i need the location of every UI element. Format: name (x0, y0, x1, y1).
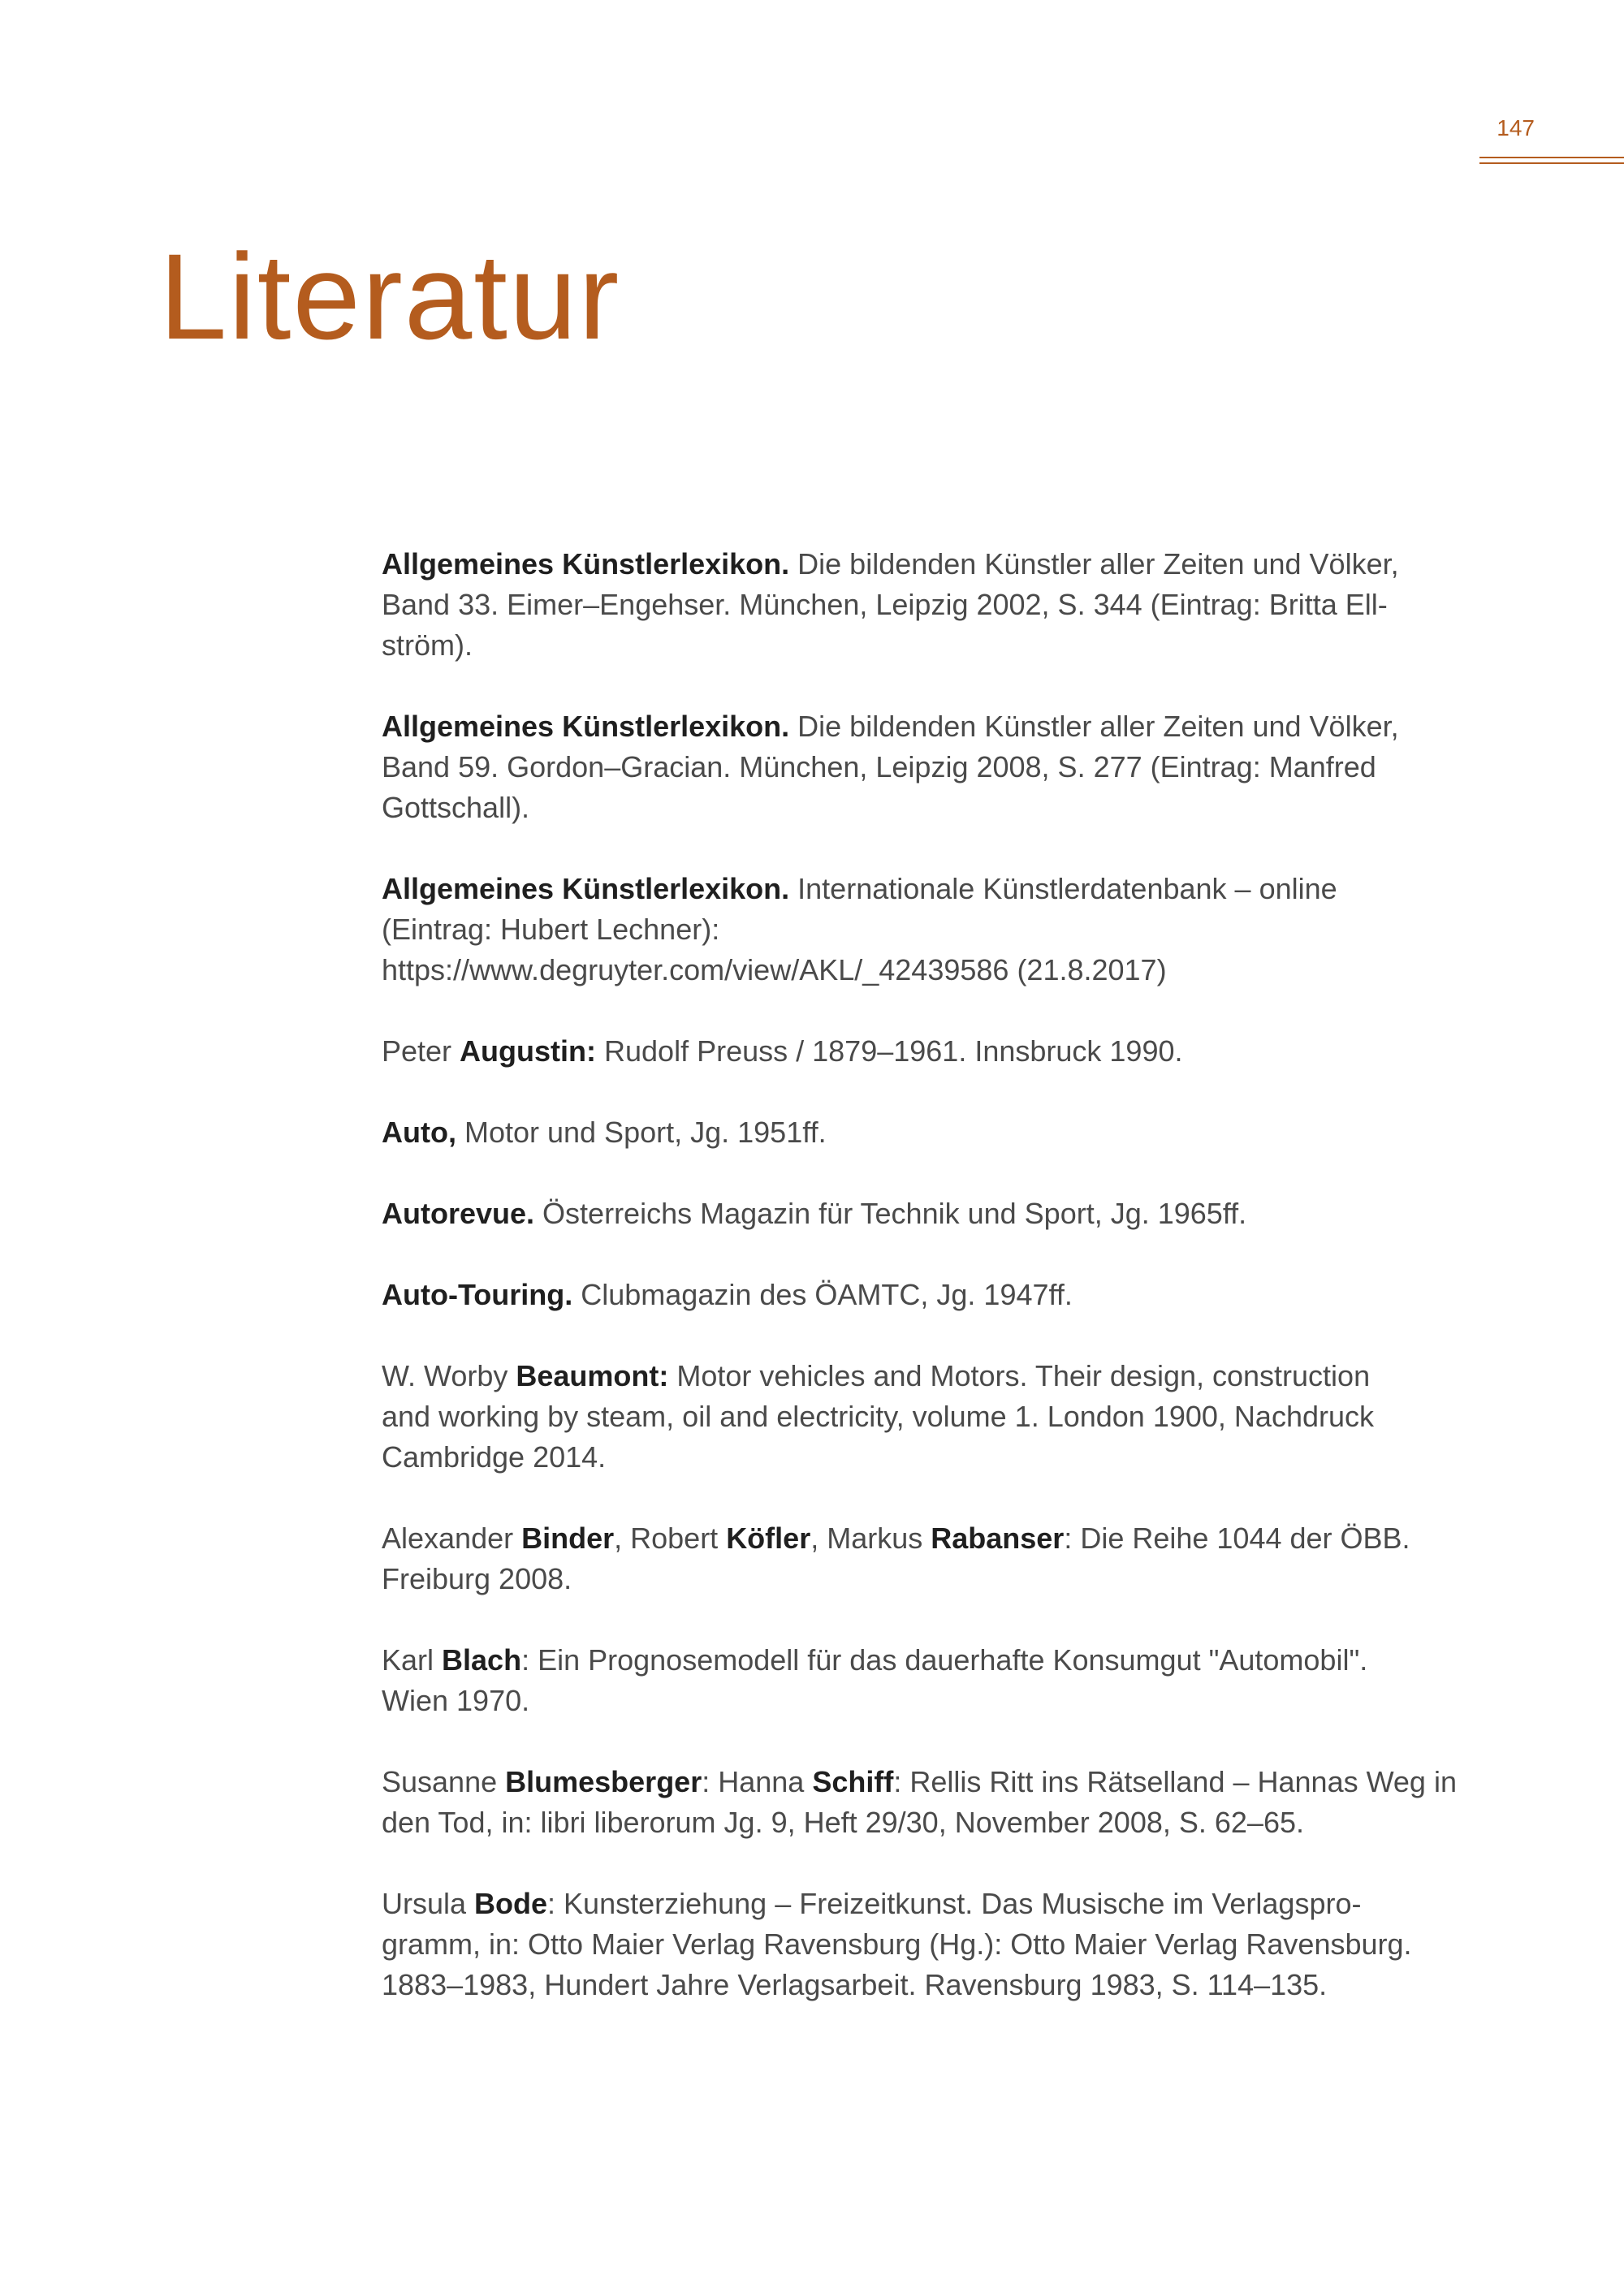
author-firstname: Susanne (382, 1765, 506, 1798)
entry-text: Band 33. Eimer–Engehser. München, Leipzig 2002, S. 344 (Eintrag: Britta Ell- (382, 588, 1388, 621)
bibliography-entry (382, 1640, 1462, 1721)
entry-text: Die bildenden Künstler aller Zeiten und Völker, (789, 710, 1399, 743)
page-number: 147 (1497, 115, 1535, 140)
bibliography-entry (382, 1518, 1462, 1599)
entry-title: Allgemeines Künstlerlexikon. (382, 710, 790, 743)
author-surname: Augustin: (460, 1034, 597, 1068)
entry-text: Österreichs Magazin für Technik und Sport, Jg. 1965ff. (534, 1197, 1247, 1230)
entry-text: Cambridge 2014. (382, 1440, 607, 1474)
entry-text: Die bildenden Künstler aller Zeiten und Völker, (789, 547, 1399, 581)
entry-text: Gottschall). (382, 791, 530, 824)
bibliography-entry (382, 1193, 1462, 1234)
header-rule-top (1479, 157, 1624, 158)
bibliography-entry (382, 869, 1462, 991)
entry-text: Freiburg 2008. (382, 1562, 572, 1595)
author-surname: Blach (442, 1643, 522, 1677)
header-rule-bottom (1479, 162, 1624, 164)
entry-text: Clubmagazin des ÖAMTC, Jg. 1947ff. (572, 1278, 1073, 1311)
entry-text: : Kunsterziehung – Freizeitkunst. Das Musische im Verlagspro- (547, 1887, 1362, 1920)
entry-title: Auto-Touring. (382, 1278, 573, 1311)
entry-text: , Markus (810, 1522, 931, 1555)
author-firstname: W. Worby (382, 1359, 516, 1392)
entry-text: Wien 1970. (382, 1684, 530, 1717)
author-surname: Beaumont: (516, 1359, 669, 1392)
entry-title: Autorevue. (382, 1197, 535, 1230)
bibliography-entry (382, 706, 1462, 828)
entry-text: Internationale Künstlerdatenbank – online (789, 872, 1337, 905)
entry-text: ström). (382, 628, 473, 662)
entry-text: : Rellis Ritt ins Rätselland – Hannas Weg in (893, 1765, 1457, 1798)
entry-text: den Tod, in: libri liberorum Jg. 9, Heft 29/30, November 2008, S. 62–65. (382, 1806, 1304, 1839)
author-surname: Bode (474, 1887, 548, 1920)
entry-text: 1883–1983, Hundert Jahre Verlagsarbeit. Ravensburg 1983, S. 114–135. (382, 1968, 1328, 2001)
entry-text: , Robert (614, 1522, 727, 1555)
bibliography-entry (382, 1275, 1462, 1315)
author-surname: Schiff (812, 1765, 894, 1798)
bibliography-list (382, 544, 1462, 2046)
entry-title: Auto, (382, 1116, 456, 1149)
entry-text: Band 59. Gordon–Gracian. München, Leipzig 2008, S. 277 (Eintrag: Manfred (382, 750, 1376, 783)
entry-text: : Die Reihe 1044 der ÖBB. (1064, 1522, 1410, 1555)
bibliography-entry (382, 1031, 1462, 1072)
author-surname: Blumesberger (505, 1765, 702, 1798)
author-firstname: Alexander (382, 1522, 522, 1555)
entry-text: (Eintrag: Hubert Lechner): (382, 913, 720, 946)
entry-text: : Ein Prognosemodell für das dauerhafte Konsumgut "Automobil". (521, 1643, 1368, 1677)
bibliography-entry (382, 544, 1462, 666)
entry-text: : Hanna (702, 1765, 813, 1798)
author-surname: Binder (521, 1522, 615, 1555)
entry-text: Motor und Sport, Jg. 1951ff. (456, 1116, 827, 1149)
entry-text: and working by steam, oil and electricity, volume 1. London 1900, Nachdruck (382, 1400, 1374, 1433)
author-firstname: Karl (382, 1643, 443, 1677)
author-firstname: Ursula (382, 1887, 475, 1920)
author-firstname: Peter (382, 1034, 460, 1068)
author-surname: Köfler (726, 1522, 811, 1555)
entry-url: https://www.degruyter.com/view/AKL/_42439586 (21.8.2017) (382, 953, 1167, 986)
page-title: Literatur (159, 228, 621, 365)
entry-text: Rudolf Preuss / 1879–1961. Innsbruck 1990. (596, 1034, 1183, 1068)
entry-text: gramm, in: Otto Maier Verlag Ravensburg (Hg.): Otto Maier Verlag Ravensburg. (382, 1927, 1412, 1961)
author-surname: Rabanser (931, 1522, 1065, 1555)
bibliography-entry (382, 1884, 1462, 2005)
bibliography-entry (382, 1762, 1462, 1843)
bibliography-entry (382, 1112, 1462, 1153)
bibliography-entry (382, 1356, 1462, 1478)
entry-title: Allgemeines Künstlerlexikon. (382, 872, 790, 905)
entry-title: Allgemeines Künstlerlexikon. (382, 547, 790, 581)
entry-text: Motor vehicles and Motors. Their design, construction (668, 1359, 1371, 1392)
